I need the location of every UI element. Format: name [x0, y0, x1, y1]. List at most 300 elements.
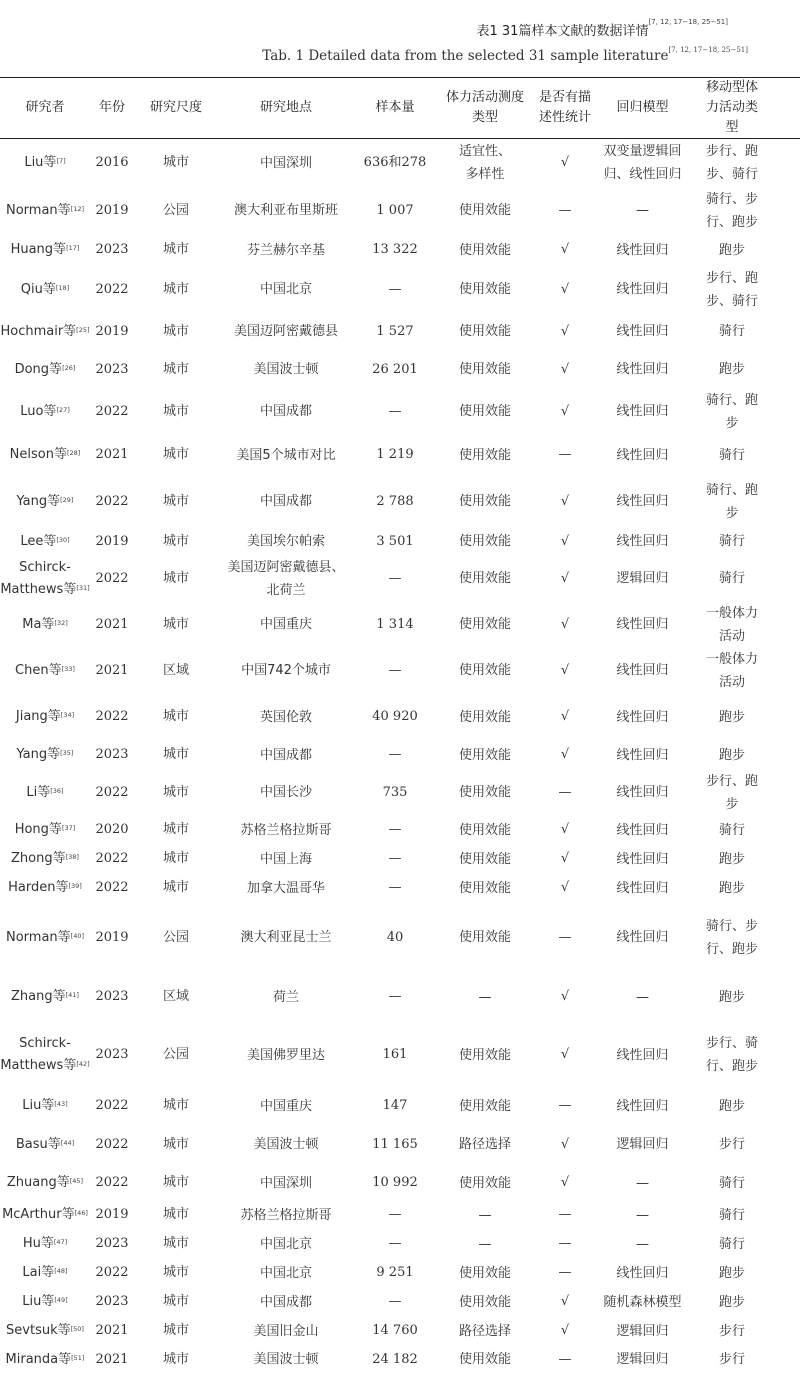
- cell-desc-text: —: [558, 1351, 572, 1367]
- cell-place: [218, 602, 354, 648]
- cell-year-text: 2023: [95, 242, 129, 257]
- cell-measure: [436, 313, 534, 351]
- author-ref: [40]: [70, 931, 84, 940]
- cell-desc-text: —: [558, 1098, 572, 1113]
- cell-author: [0, 1259, 90, 1288]
- author-name: Hu等: [22, 1236, 54, 1251]
- cell-place: [218, 1259, 354, 1288]
- author-ref: [38]: [65, 853, 79, 861]
- table-row: [0, 874, 800, 903]
- author-name: Luo等: [20, 403, 57, 419]
- cell-activity: [689, 874, 800, 903]
- cell-author: [0, 741, 90, 770]
- cell-activity: [689, 476, 800, 528]
- cell-scale-text: 城市: [162, 709, 189, 724]
- cell-model: [596, 973, 689, 1022]
- cell-author: [0, 648, 90, 694]
- cell-place-text: 美国波士顿: [253, 1352, 319, 1367]
- cell-sample-text: 3 501: [376, 533, 414, 549]
- author-name: Schirck-Matthews等: [0, 1036, 77, 1073]
- cell-desc: [534, 694, 596, 741]
- table-caption-en: [0, 48, 748, 64]
- cell-year-text: 2023: [95, 1294, 129, 1309]
- cell-author: [0, 1201, 90, 1230]
- cell-measure: [436, 267, 534, 313]
- cell-place: [218, 694, 354, 741]
- cell-model: [596, 389, 689, 435]
- cell-measure-text: 路径选择: [458, 1323, 511, 1339]
- cell-place: [218, 816, 354, 845]
- cell-activity-text: 跑步: [718, 709, 745, 725]
- cell-year: [90, 351, 134, 389]
- cell-place-text: 美国5个城市对比: [236, 447, 336, 463]
- table-row: [0, 816, 800, 845]
- cell-year-text: 2023: [95, 1236, 129, 1251]
- cell-measure-text: 使用效能: [458, 203, 511, 218]
- cell-scale-text: 城市: [162, 242, 189, 257]
- cell-desc-text: —: [558, 1236, 572, 1251]
- cell-sample: [354, 351, 436, 389]
- cell-desc-text: √: [560, 242, 570, 257]
- cell-desc-text: √: [560, 851, 570, 866]
- author-ref: [7]: [56, 157, 66, 166]
- cell-activity-text: 骑行: [718, 534, 745, 549]
- cell-measure: [436, 845, 534, 874]
- author-ref: [43]: [54, 1100, 68, 1108]
- author-name: Lai等: [22, 1265, 55, 1280]
- cell-measure-text: 使用效能: [458, 571, 511, 586]
- cell-scale: [134, 351, 218, 389]
- author-name: Zhang等: [11, 989, 66, 1004]
- cell-scale-text: 城市: [162, 1265, 189, 1280]
- cell-place: [218, 1166, 354, 1201]
- cell-sample-text: 1 527: [376, 323, 414, 339]
- cell-model: [596, 816, 689, 845]
- author-name: Liu等: [22, 1098, 55, 1113]
- cell-model: [596, 1346, 689, 1374]
- cell-place-text: 美国旧金山: [253, 1323, 319, 1339]
- cell-year-text: 2022: [95, 1098, 129, 1113]
- author-ref: [50]: [70, 1325, 84, 1333]
- cell-sample: [354, 874, 436, 903]
- cell-author: [0, 435, 90, 476]
- cell-model: [596, 874, 689, 903]
- cell-year-text: 2019: [95, 323, 129, 339]
- cell-model-text: 线性回归: [616, 663, 669, 678]
- cell-scale-text: 城市: [162, 1351, 189, 1367]
- cell-measure-text: 使用效能: [458, 785, 511, 800]
- cell-desc-text: √: [560, 709, 570, 724]
- cell-activity: [689, 389, 800, 435]
- cell-sample-text: 10 992: [372, 1175, 418, 1190]
- cell-measure-text: 使用效能: [458, 663, 511, 678]
- cell-desc-text: √: [560, 747, 570, 762]
- author-name: Ma等: [22, 616, 55, 632]
- author-name: Yang等: [16, 747, 61, 762]
- cell-year: [90, 1124, 134, 1166]
- table-row: [0, 435, 800, 476]
- cell-scale: [134, 1230, 218, 1259]
- cell-sample: [354, 648, 436, 694]
- cell-year: [90, 973, 134, 1022]
- cell-author: [0, 476, 90, 528]
- cell-measure: [436, 139, 534, 188]
- cell-place: [218, 1089, 354, 1124]
- cell-desc-text: —: [558, 1207, 572, 1222]
- cell-model: [596, 234, 689, 267]
- cell-place-text: 美国波士顿: [253, 362, 319, 377]
- cell-place: [218, 1317, 354, 1346]
- cell-sample-text: 26 201: [372, 361, 418, 377]
- cell-author: [0, 1230, 90, 1259]
- cell-sample-text: —: [388, 1236, 402, 1251]
- cell-measure-text: 使用效能: [458, 930, 511, 945]
- cell-desc: [534, 1089, 596, 1124]
- table-header-row: [0, 78, 800, 139]
- author-ref: [37]: [61, 824, 76, 832]
- cell-author: [0, 139, 90, 188]
- cell-year-text: 2023: [95, 361, 129, 377]
- cell-scale: [134, 1089, 218, 1124]
- author-name: McArthur等: [2, 1207, 75, 1222]
- table-row: [0, 1317, 800, 1346]
- cell-place-text: 荷兰: [272, 989, 299, 1005]
- table-caption-cn: [0, 20, 728, 39]
- cell-activity: [689, 556, 800, 602]
- author-ref: [33]: [61, 664, 75, 673]
- table-row: [0, 694, 800, 741]
- cell-scale: [134, 903, 218, 973]
- cell-year-text: 2021: [95, 1351, 129, 1367]
- cell-scale: [134, 234, 218, 267]
- cell-scale: [134, 973, 218, 1022]
- cell-scale-text: 区域: [162, 989, 189, 1004]
- cell-activity: [689, 648, 800, 694]
- cell-place: [218, 1124, 354, 1166]
- cell-sample: [354, 770, 436, 816]
- cell-sample-text: 9 251: [376, 1265, 414, 1280]
- cell-activity-text: 骑行: [718, 324, 745, 339]
- cell-sample: [354, 1317, 436, 1346]
- cell-activity-text: 步行: [718, 1323, 745, 1339]
- cell-sample: [354, 973, 436, 1022]
- cell-sample: [354, 313, 436, 351]
- cell-activity: [689, 1022, 800, 1089]
- cell-activity-text: 骑行、步行、跑步: [705, 191, 758, 230]
- cell-measure-text: 使用效能: [458, 747, 511, 763]
- cell-year-text: 2022: [95, 1265, 129, 1280]
- author-name: Yang等: [16, 493, 61, 509]
- cell-place-text: 美国波士顿: [253, 1137, 319, 1152]
- cell-measure-text: 使用效能: [458, 617, 511, 632]
- cell-model: [596, 770, 689, 816]
- cell-activity-text: 骑行: [718, 447, 745, 463]
- cell-measure: [436, 435, 534, 476]
- cell-sample: [354, 267, 436, 313]
- cell-activity: [689, 1089, 800, 1124]
- cell-sample-text: 735: [382, 784, 408, 800]
- cell-measure-text: 使用效能: [458, 1047, 511, 1063]
- cell-model-text: —: [636, 1236, 649, 1252]
- cell-sample: [354, 1089, 436, 1124]
- caption-en-refs: [7, 12, 17−18, 25−51]: [668, 46, 748, 54]
- cell-sample-text: 13 322: [372, 242, 418, 257]
- cell-desc: [534, 1124, 596, 1166]
- cell-measure: [436, 1022, 534, 1089]
- cell-scale-text: 城市: [162, 533, 189, 549]
- cell-year-text: 2022: [95, 851, 129, 866]
- cell-year: [90, 435, 134, 476]
- cell-scale: [134, 188, 218, 234]
- cell-sample-text: 11 165: [372, 1136, 418, 1152]
- cell-year-text: 2019: [95, 533, 129, 549]
- author-ref: [48]: [54, 1267, 68, 1275]
- cell-model: [596, 1259, 689, 1288]
- cell-activity: [689, 1166, 800, 1201]
- cell-scale: [134, 1166, 218, 1201]
- cell-desc-text: √: [560, 616, 570, 632]
- table-row: [0, 267, 800, 313]
- cell-activity: [689, 234, 800, 267]
- cell-sample: [354, 476, 436, 528]
- cell-place-text: 中国成都: [259, 494, 312, 509]
- cell-model-text: 线性回归: [616, 534, 669, 549]
- cell-sample: [354, 1166, 436, 1201]
- cell-measure-text: 使用效能: [458, 494, 511, 509]
- author-ref: [35]: [60, 749, 74, 757]
- table-row: [0, 973, 800, 1022]
- cell-place-text: 中国成都: [259, 404, 312, 419]
- cell-desc-text: √: [560, 822, 570, 837]
- cell-place: [218, 903, 354, 973]
- cell-place: [218, 1022, 354, 1089]
- cell-author: [0, 556, 90, 602]
- cell-activity-text: 步行: [718, 1352, 745, 1367]
- cell-place-text: 中国重庆: [259, 617, 312, 632]
- header-desc-text: 是否有描述性统计: [538, 90, 591, 125]
- cell-desc: [534, 1166, 596, 1201]
- cell-author: [0, 874, 90, 903]
- cell-year: [90, 313, 134, 351]
- cell-sample-text: —: [388, 822, 402, 837]
- cell-activity-text: 跑步: [718, 747, 745, 763]
- cell-measure: [436, 1317, 534, 1346]
- cell-model-text: 线性回归: [616, 242, 669, 258]
- cell-desc: [534, 313, 596, 351]
- cell-desc-text: √: [560, 361, 570, 377]
- cell-model: [596, 741, 689, 770]
- author-ref: [18]: [55, 283, 70, 292]
- cell-activity-text: 一般体力活动: [705, 651, 758, 690]
- cell-author: [0, 816, 90, 845]
- cell-place-text: 澳大利亚昆士兰: [240, 930, 332, 945]
- cell-year-text: 2021: [95, 1323, 129, 1338]
- cell-sample-text: —: [388, 747, 402, 762]
- author-ref: [25]: [76, 325, 90, 334]
- cell-desc-text: √: [560, 533, 570, 549]
- cell-activity: [689, 1201, 800, 1230]
- cell-year: [90, 1022, 134, 1089]
- table-row: [0, 389, 800, 435]
- cell-author: [0, 973, 90, 1022]
- cell-activity-text: 跑步: [718, 1294, 745, 1310]
- cell-model: [596, 267, 689, 313]
- cell-place-text: 英国伦敦: [259, 709, 312, 725]
- cell-year: [90, 1230, 134, 1259]
- cell-measure-text: 使用效能: [458, 1352, 511, 1367]
- cell-model: [596, 1201, 689, 1230]
- author-ref: [36]: [50, 786, 64, 795]
- cell-year-text: 2021: [95, 662, 129, 678]
- cell-place-text: 中国北京: [259, 1236, 312, 1252]
- cell-author: [0, 602, 90, 648]
- cell-year-text: 2016: [95, 155, 129, 171]
- cell-scale-text: 城市: [162, 822, 189, 837]
- cell-model: [596, 903, 689, 973]
- cell-year: [90, 770, 134, 816]
- cell-year: [90, 234, 134, 267]
- cell-sample-text: 40: [386, 929, 404, 945]
- author-name: Hong等: [14, 822, 62, 837]
- cell-measure-text: 使用效能: [458, 1175, 511, 1191]
- cell-model-text: 线性回归: [616, 851, 669, 867]
- cell-model: [596, 602, 689, 648]
- cell-year: [90, 389, 134, 435]
- cell-model-text: —: [636, 203, 649, 218]
- cell-place-text: 中国北京: [259, 1265, 312, 1281]
- cell-place-text: 美国佛罗里达: [246, 1047, 325, 1063]
- cell-scale: [134, 476, 218, 528]
- cell-place: [218, 1230, 354, 1259]
- cell-year-text: 2022: [95, 570, 129, 586]
- table-body: [0, 139, 800, 1374]
- cell-activity: [689, 1346, 800, 1374]
- cell-activity: [689, 267, 800, 313]
- cell-model-text: 线性回归: [616, 785, 669, 800]
- caption-en-text: Tab. 1 Detailed data from the selected 31 sample literature: [262, 48, 669, 64]
- cell-model: [596, 648, 689, 694]
- cell-place-text: 美国迈阿密戴德县、北荷兰: [227, 559, 345, 598]
- cell-year: [90, 476, 134, 528]
- author-ref: [51]: [71, 1353, 85, 1362]
- cell-desc: [534, 556, 596, 602]
- table-row: [0, 556, 800, 602]
- cell-scale: [134, 874, 218, 903]
- cell-year-text: 2022: [95, 784, 129, 800]
- cell-model-text: 线性回归: [616, 617, 669, 632]
- cell-measure: [436, 1230, 534, 1259]
- author-ref: [17]: [66, 244, 80, 252]
- header-scale: 研究尺度: [134, 78, 218, 139]
- cell-place-text: 苏格兰格拉斯哥: [240, 822, 332, 838]
- cell-place-text: 苏格兰格拉斯哥: [240, 1207, 332, 1223]
- cell-activity-text: 跑步: [718, 242, 745, 258]
- cell-author: [0, 389, 90, 435]
- cell-activity: [689, 602, 800, 648]
- cell-place-text: 中国成都: [259, 1294, 312, 1310]
- cell-measure: [436, 694, 534, 741]
- cell-sample-text: —: [388, 281, 402, 297]
- literature-table-wrapper: [0, 77, 800, 1374]
- cell-scale: [134, 741, 218, 770]
- author-ref: [41]: [65, 991, 79, 999]
- cell-model-text: 线性回归: [616, 447, 669, 463]
- cell-place-text: 中国重庆: [259, 1098, 312, 1114]
- cell-model-text: 线性回归: [616, 494, 669, 509]
- cell-sample-text: 1 314: [376, 616, 414, 632]
- cell-activity: [689, 816, 800, 845]
- cell-scale: [134, 139, 218, 188]
- header-desc: [534, 78, 596, 139]
- cell-place: [218, 188, 354, 234]
- cell-measure: [436, 1346, 534, 1374]
- cell-model: [596, 528, 689, 556]
- cell-activity-text: 跑步: [718, 989, 745, 1005]
- cell-measure: [436, 556, 534, 602]
- table-row: [0, 139, 800, 188]
- cell-desc-text: —: [558, 447, 572, 462]
- cell-desc: [534, 845, 596, 874]
- cell-sample-text: 1 007: [376, 202, 414, 218]
- cell-author: [0, 903, 90, 973]
- cell-activity: [689, 903, 800, 973]
- cell-sample: [354, 528, 436, 556]
- author-name: Sevtsuk等: [6, 1323, 71, 1338]
- cell-place: [218, 234, 354, 267]
- cell-scale-text: 城市: [162, 155, 189, 171]
- cell-desc: [534, 816, 596, 845]
- cell-desc: [534, 874, 596, 903]
- cell-desc-text: √: [560, 1323, 570, 1338]
- cell-desc: [534, 139, 596, 188]
- author-name: Schirck-Matthews等: [0, 559, 77, 597]
- cell-year-text: 2023: [95, 1047, 129, 1062]
- cell-desc-text: √: [560, 570, 570, 586]
- cell-author: [0, 1317, 90, 1346]
- cell-year-text: 2023: [95, 747, 129, 762]
- cell-year-text: 2022: [95, 880, 129, 895]
- cell-desc-text: √: [560, 493, 570, 509]
- cell-place-text: 芬兰赫尔辛基: [246, 242, 325, 258]
- cell-measure-text: 使用效能: [458, 851, 511, 867]
- cell-desc: [534, 435, 596, 476]
- cell-measure-text: —: [478, 1236, 492, 1252]
- cell-model-text: —: [636, 1207, 649, 1223]
- cell-desc: [534, 1346, 596, 1374]
- table-row: [0, 1124, 800, 1166]
- cell-place: [218, 845, 354, 874]
- header-sample: 样本量: [354, 78, 436, 139]
- cell-scale: [134, 602, 218, 648]
- cell-author: [0, 188, 90, 234]
- cell-activity: [689, 188, 800, 234]
- table-row: [0, 648, 800, 694]
- cell-sample-text: 2 788: [376, 493, 414, 509]
- cell-model-text: 线性回归: [616, 747, 669, 763]
- cell-scale-text: 城市: [162, 447, 189, 462]
- cell-desc: [534, 770, 596, 816]
- cell-desc: [534, 741, 596, 770]
- header-year: 年份: [90, 78, 134, 139]
- author-name: Zhuang等: [6, 1175, 70, 1190]
- header-measure-text: 体力活动测度类型: [445, 90, 524, 125]
- author-ref: [49]: [54, 1296, 68, 1304]
- cell-measure: [436, 1259, 534, 1288]
- cell-year: [90, 874, 134, 903]
- cell-year-text: 2022: [95, 493, 129, 509]
- cell-year-text: 2019: [95, 929, 129, 945]
- cell-author: [0, 845, 90, 874]
